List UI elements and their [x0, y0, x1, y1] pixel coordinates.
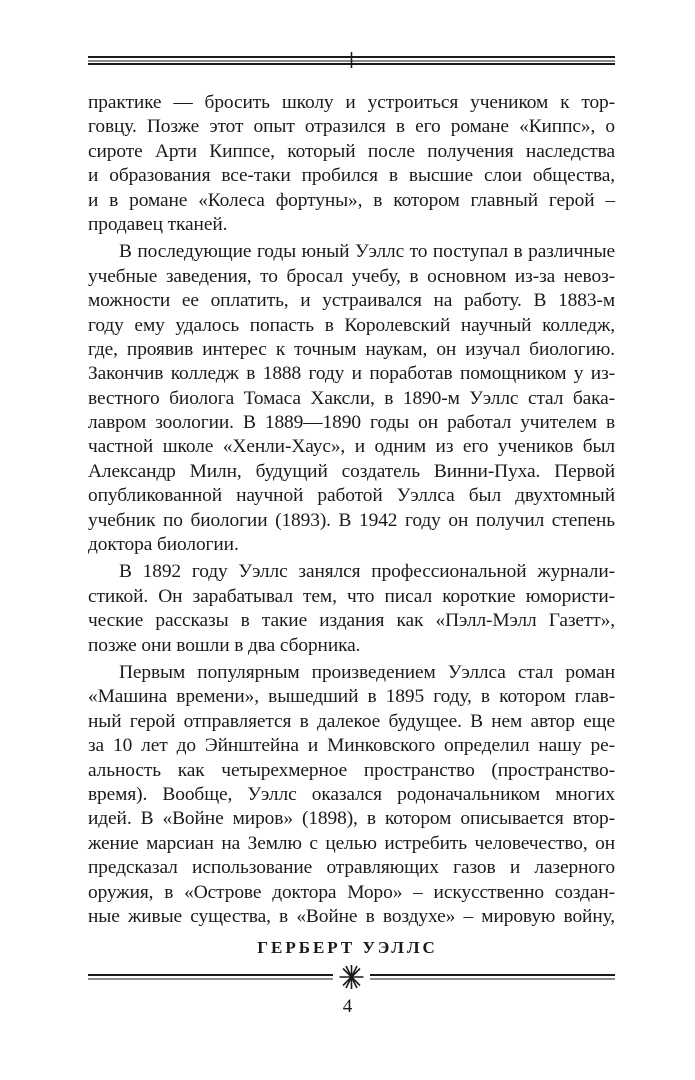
text-line: «Машина времени», вышедший в 1895 году, в котором глав-	[88, 686, 615, 708]
text-line: время). Вообще, Уэллс оказался родоначальником многих	[88, 783, 615, 805]
text-line: и в романе «Колеса фортуны», в котором главный герой –	[88, 189, 615, 211]
text-line: лавром зоологии. В 1889—1890 годы он работал учителем в	[88, 412, 615, 434]
text-line: ный герой отправляется в далекое будущее. В нем автор еще	[88, 710, 615, 732]
text-line: за 10 лет до Эйнштейна и Минковского определил нашу ре-	[88, 735, 615, 757]
text-line: сироте Арти Киппсе, который после получения наследства	[88, 140, 615, 162]
text-line: учебные заведения, то бросал учебу, в основном из-за невоз-	[88, 265, 615, 287]
text-line: идей. В «Войне миров» (1898), в котором описывается втор-	[88, 808, 615, 830]
text-line: В последующие годы юный Уэллс то поступал в различные	[119, 241, 615, 263]
text-line: где, проявив интерес к точным наукам, он изучал биологию.	[88, 338, 615, 360]
text-line: учебник по биологии (1893). В 1942 году он получил степень	[88, 509, 615, 531]
text-line: году ему удалось попасть в Королевский научный колледж,	[88, 314, 615, 336]
text-line: Закончив колледж в 1888 году и поработав помощником у из-	[88, 363, 615, 385]
text-line: говцу. Позже этот опыт отразился в его романе «Киппс», о	[88, 116, 615, 138]
text-line: ные живые существа, в «Войне в воздухе» – мировую войну,	[88, 905, 615, 927]
page-number: 4	[342, 996, 353, 1017]
text-line: опубликованной научной работой Уэллса был двухтомный	[88, 485, 615, 507]
text-line: Александр Милн, будущий создатель Винни-Пуха. Первой	[88, 460, 615, 482]
text-line: практике — бросить школу и устроиться учеником к тор-	[88, 92, 615, 113]
text-line: доктора биологии.	[88, 534, 239, 556]
text-line: альность как четырехмерное пространство (пространство-	[88, 759, 615, 781]
text-line: В 1892 году Уэллс занялся профессиональной журнали-	[119, 561, 615, 583]
running-title: ГЕРБЕРТ УЭЛЛС	[257, 938, 438, 957]
text-line: предсказал использование отравляющих газов и лазерного	[88, 857, 615, 879]
text-line: и образования все-таки пробился в высшие слои общества,	[88, 165, 615, 187]
star-ornament-icon	[340, 965, 364, 989]
text-line: стикой. Он зарабатывал тем, что писал короткие юмористи-	[88, 585, 615, 607]
text-line: продавец тканей.	[88, 213, 228, 235]
text-line: позже они вошли в два сборника.	[88, 634, 361, 656]
text-line: оружия, в «Острове доктора Моро» – искусственно создан-	[88, 881, 615, 903]
body-text	[88, 91, 615, 929]
top-ornament-rule	[88, 52, 615, 68]
text-line: можности ее оплатить, и устраивался на работу. В 1883-м	[88, 290, 615, 312]
bottom-ornament-rule	[88, 963, 615, 993]
text-line: жение марсиан на Землю с целью истребить человечество, он	[88, 832, 615, 854]
text-line: частной школе «Хенли-Хаус», и одним из его учеников был	[88, 436, 615, 458]
text-line: вестного биолога Томаса Хаксли, в 1890-м Уэллс стал бака-	[88, 387, 615, 409]
text-line: ческие рассказы в такие издания как «Пэлл-Мэлл Газетт»,	[88, 610, 615, 632]
text-line: Первым популярным произведением Уэллса стал роман	[119, 661, 615, 683]
